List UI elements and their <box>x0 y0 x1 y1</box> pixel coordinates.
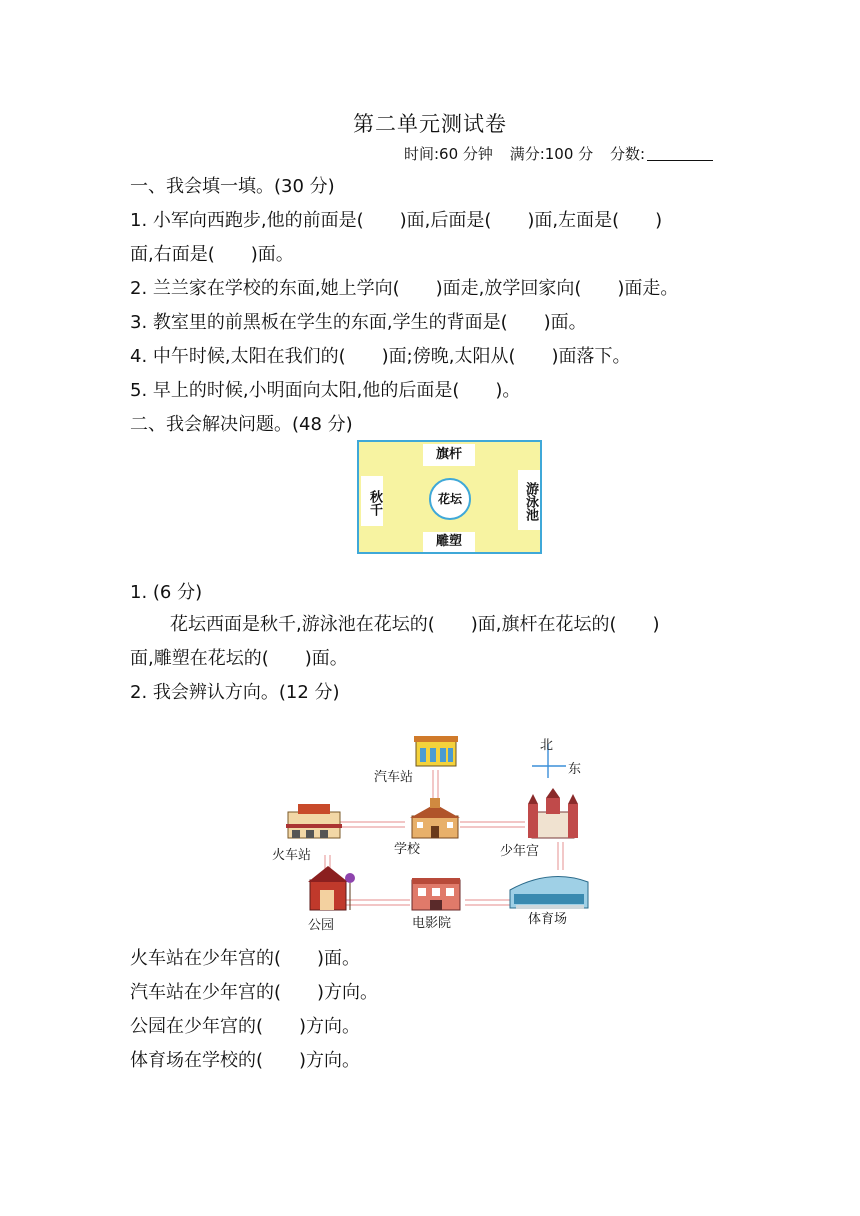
stadium-building <box>510 877 588 909</box>
question-5: 5. 早上的时候,小明面向太阳,他的后面是( )。 <box>130 380 521 401</box>
answer-1: 火车站在少年宫的( )面。 <box>130 948 361 969</box>
compass-north-label: 北 <box>540 738 554 753</box>
question-3: 3. 教室里的前黑板在学生的东面,学生的背面是( )面。 <box>130 312 587 333</box>
question-4: 4. 中午时候,太阳在我们的( )面;傍晚,太阳从( )面落下。 <box>130 346 631 367</box>
town-map <box>270 730 600 940</box>
question-1-line2: 面,右面是( )面。 <box>130 244 294 265</box>
answer-3: 公园在少年宫的( )方向。 <box>130 1016 361 1037</box>
plaza-map <box>357 440 542 554</box>
problem-1-heading: 1. (6 分) <box>130 582 203 603</box>
youth-palace-label: 少年宫 <box>500 844 540 859</box>
youth-palace-building <box>528 788 578 838</box>
school-label: 学校 <box>394 842 421 857</box>
bus-station-label: 汽车站 <box>374 770 414 785</box>
time-limit: 时间:60 分钟 <box>404 145 493 163</box>
statue-label: 雕塑 <box>423 532 475 552</box>
problem-2-heading: 2. 我会辨认方向。(12 分) <box>130 682 340 703</box>
bus-station-building <box>414 736 458 766</box>
score-blank <box>647 146 713 161</box>
cinema-building <box>412 878 460 910</box>
school-building <box>410 798 460 838</box>
question-1-line1: 1. 小军向西跑步,他的前面是( )面,后面是( )面,左面是( ) <box>130 210 663 231</box>
section1-heading: 一、我会填一填。(30 分) <box>130 176 335 197</box>
park-label: 公园 <box>308 918 335 933</box>
answer-2: 汽车站在少年宫的( )方向。 <box>130 982 379 1003</box>
cinema-label: 电影院 <box>412 916 452 931</box>
full-score: 满分:100 分 <box>509 145 594 163</box>
score-label: 分数: <box>610 145 725 163</box>
question-2: 2. 兰兰家在学校的东面,她上学向( )面走,放学回家向( )面走。 <box>130 278 679 299</box>
swing-label: 秋千 <box>361 476 383 526</box>
park-building <box>308 866 355 910</box>
train-station-label: 火车站 <box>272 848 312 863</box>
train-station-building <box>286 804 342 838</box>
compass-east-label: 东 <box>568 762 582 777</box>
flowerbed-label: 花坛 <box>429 478 471 520</box>
flagpole-label: 旗杆 <box>423 444 475 466</box>
problem-1-line2: 面,雕塑在花坛的( )面。 <box>130 648 348 669</box>
answer-4: 体育场在学校的( )方向。 <box>130 1050 361 1071</box>
exam-meta <box>404 143 737 164</box>
page-title: 第二单元测试卷 <box>353 112 507 136</box>
section2-heading: 二、我会解决问题。(48 分) <box>130 414 353 435</box>
stadium-label: 体育场 <box>528 912 568 927</box>
problem-1-line1: 花坛西面是秋千,游泳池在花坛的( )面,旗杆在花坛的( ) <box>170 614 660 635</box>
pool-label: 游泳池 <box>518 470 540 530</box>
